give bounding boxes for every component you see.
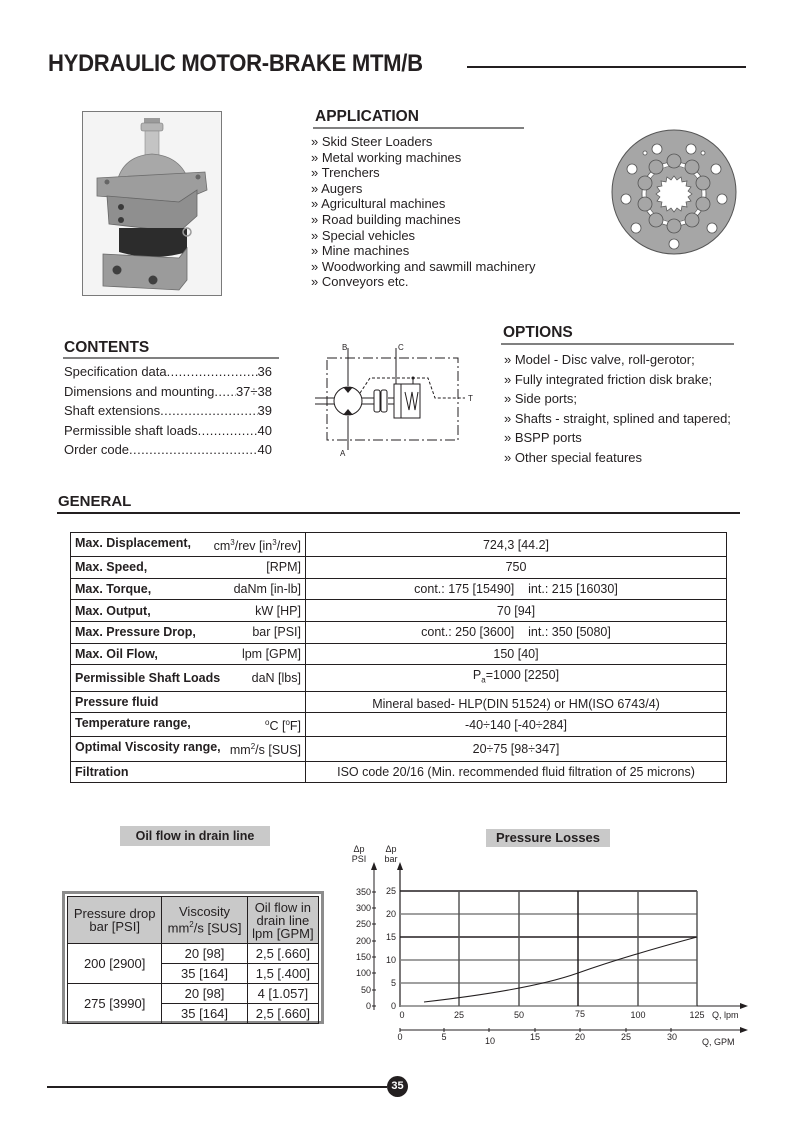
cell-flow: 4 [1.057] — [247, 984, 318, 1004]
general-heading: GENERAL — [58, 493, 132, 510]
footer-rule — [47, 1086, 387, 1088]
svg-text:30: 30 — [666, 1032, 678, 1042]
options-heading: OPTIONS — [503, 324, 573, 341]
spec-unit: $^o$C [$^o$F] — [265, 718, 301, 734]
spec-unit: $mm^2/s$ [SUS] — [229, 742, 301, 758]
cell-viscosity: 35 [164] — [162, 964, 247, 984]
table-row — [71, 713, 727, 737]
spec-value: 750 — [306, 557, 727, 579]
leader-dots — [214, 384, 236, 399]
svg-text:250: 250 — [355, 919, 371, 929]
svg-text:10: 10 — [484, 1036, 496, 1046]
svg-text:15: 15 — [385, 932, 396, 942]
table-row — [71, 600, 727, 622]
application-item: » Mine machines — [311, 243, 535, 259]
contents-item-label: Dimensions and mounting — [64, 383, 215, 399]
spec-value: cont.: 175 [15490] int.: 215 [16030] — [306, 578, 727, 600]
spec-unit: daNm [in-lb] — [233, 582, 301, 597]
table-row — [71, 643, 727, 665]
application-list — [311, 134, 535, 290]
table-row — [71, 665, 727, 692]
svg-text:20: 20 — [574, 1032, 586, 1042]
svg-text:5: 5 — [390, 978, 396, 988]
options-rule — [501, 343, 734, 345]
spec-unit: $cm^3$/rev $[in^3/rev]$ — [213, 538, 301, 554]
spec-label: Max. Torque, — [75, 582, 152, 597]
contents-item-page: 36 — [257, 364, 272, 380]
contents-rule — [63, 357, 279, 359]
contents-heading: CONTENTS — [64, 339, 150, 356]
application-rule — [313, 127, 524, 129]
svg-text:PSI: PSI — [351, 854, 367, 864]
cell-flow: 2,5 [.660] — [247, 1004, 318, 1024]
contents-item[interactable] — [64, 382, 272, 402]
pressure-losses-caption: Pressure Losses — [486, 829, 610, 847]
application-heading: APPLICATION — [315, 108, 419, 125]
svg-text:B: B — [342, 343, 348, 352]
spec-unit: daN [lbs] — [251, 670, 301, 685]
svg-text:20: 20 — [385, 909, 396, 919]
svg-text:bar: bar — [384, 854, 398, 864]
cell-viscosity: 20 [98] — [162, 984, 247, 1004]
spec-value: 150 [40] — [306, 643, 727, 665]
svg-text:T: T — [468, 394, 473, 403]
cell-pressure: 275 [3990] — [68, 984, 162, 1024]
cell-viscosity: 35 [164] — [162, 1004, 247, 1024]
contents-item-label: Permissible shaft loads — [64, 422, 198, 438]
contents-item[interactable] — [64, 362, 272, 382]
cell-flow: 1,5 [.400] — [247, 964, 318, 984]
options-list — [504, 350, 731, 468]
svg-text:Δp: Δp — [353, 844, 365, 854]
spec-value: 724,3 [44.2] — [306, 533, 727, 557]
contents-item[interactable] — [64, 440, 272, 460]
spec-label: Max. Pressure Drop, — [75, 625, 196, 640]
svg-text:25: 25 — [620, 1032, 632, 1042]
svg-text:10: 10 — [385, 955, 396, 965]
application-item: » Metal working machines — [311, 150, 535, 166]
svg-text:Q, GPM: Q, GPM — [702, 1037, 735, 1047]
page-number: 35 — [387, 1076, 408, 1097]
spec-value: -40÷140 [-40÷284] — [306, 713, 727, 737]
application-item: » Augers — [311, 181, 535, 197]
option-item: » Fully integrated friction disk brake; — [504, 370, 731, 390]
spec-label: Optimal Viscosity range, — [75, 740, 221, 755]
spec-unit: lpm [GPM] — [241, 646, 301, 661]
option-item: » BSPP ports — [504, 428, 731, 448]
svg-text:350: 350 — [355, 887, 371, 897]
drain-table-caption: Oil flow in drain line — [120, 826, 270, 846]
table-row — [71, 761, 727, 783]
cell-viscosity: 20 [98] — [162, 944, 247, 964]
drain-table-frame — [62, 891, 324, 1024]
leader-dots — [198, 423, 258, 438]
svg-text:100: 100 — [630, 1010, 646, 1020]
title-rule — [467, 66, 746, 68]
contents-list — [64, 362, 272, 460]
spec-label: Filtration — [75, 764, 129, 779]
spec-unit: bar [PSI] — [252, 625, 301, 640]
contents-item-label: Order code — [64, 442, 130, 458]
application-item: » Agricultural machines — [311, 196, 535, 212]
contents-item-page: 40 — [257, 442, 272, 458]
application-item: » Trenchers — [311, 165, 535, 181]
svg-text:5: 5 — [441, 1032, 447, 1042]
svg-text:A: A — [340, 449, 346, 458]
application-item: » Woodworking and sawmill machinery — [311, 259, 535, 275]
hydraulic-motor-icon — [83, 112, 221, 295]
contents-item-page: 40 — [257, 422, 272, 438]
svg-text:0: 0 — [397, 1032, 403, 1042]
contents-item-page: 39 — [257, 403, 272, 419]
svg-text:200: 200 — [355, 936, 371, 946]
option-item: » Shafts - straight, splined and tapered; — [504, 409, 731, 429]
table-row — [68, 944, 319, 964]
table-row — [71, 533, 727, 557]
contents-item-label: Specification data — [64, 364, 167, 380]
option-item: » Side ports; — [504, 389, 731, 409]
svg-text:100: 100 — [355, 968, 371, 978]
svg-text:0: 0 — [365, 1001, 371, 1011]
contents-item-page: 37÷38 — [235, 383, 272, 399]
svg-text:300: 300 — [355, 903, 371, 913]
svg-text:0: 0 — [390, 1001, 396, 1011]
specification-table — [70, 532, 727, 783]
option-item: » Model - Disc valve, roll-gerotor; — [504, 350, 731, 370]
spec-value: Mineral based- HLP(DIN 51524) or HM(ISO 6743/4) — [306, 691, 727, 713]
header-pressure-drop: Pressure drop bar [PSI] — [68, 897, 162, 944]
header-oil-flow: Oil flow in drain line lpm [GPM] — [247, 897, 318, 944]
table-header-row — [68, 897, 319, 944]
spec-value: ISO code 20/16 (Min. recommended fluid filtration of 25 microns) — [306, 761, 727, 783]
svg-text:Q, lpm: Q, lpm — [712, 1010, 739, 1020]
drain-flow-table — [67, 896, 319, 1024]
svg-text:125: 125 — [689, 1010, 705, 1020]
svg-text:50: 50 — [513, 1010, 525, 1020]
application-item: » Road building machines — [311, 212, 535, 228]
svg-text:Δp: Δp — [385, 844, 397, 854]
spec-label: Max. Oil Flow, — [75, 646, 158, 661]
general-rule — [57, 512, 740, 514]
svg-text:75: 75 — [574, 1009, 586, 1019]
hydraulic-schematic-icon — [310, 338, 490, 458]
svg-text:C: C — [398, 343, 404, 352]
option-item: » Other special features — [504, 448, 731, 468]
cell-flow: 2,5 [.660] — [247, 944, 318, 964]
contents-item-label: Shaft extensions — [64, 403, 161, 419]
spec-label: Temperature range, — [75, 716, 191, 731]
table-row — [71, 557, 727, 579]
spec-unit: [RPM] — [266, 560, 301, 575]
spec-value: $P_a=1000$ [2250] — [306, 665, 727, 692]
svg-text:25: 25 — [385, 886, 396, 896]
spec-unit: kW [HP] — [255, 603, 301, 618]
page-title: HYDRAULIC MOTOR-BRAKE MTM/B — [48, 50, 423, 77]
contents-item[interactable] — [64, 401, 272, 421]
spec-value: 70 [94] — [306, 600, 727, 622]
spec-label: Max. Displacement, — [75, 536, 192, 550]
svg-text:15: 15 — [529, 1032, 541, 1042]
cell-pressure: 200 [2900] — [68, 944, 162, 984]
spec-label: Max. Speed, — [75, 560, 148, 575]
product-photo — [82, 111, 222, 296]
contents-item[interactable] — [64, 421, 272, 441]
table-row — [68, 984, 319, 1004]
application-item: » Special vehicles — [311, 228, 535, 244]
application-item: » Conveyors etc. — [311, 274, 535, 290]
spec-label: Permissible Shaft Loads — [75, 670, 221, 685]
header-viscosity: Viscosity $mm^2/s$ [SUS] — [162, 897, 247, 944]
leader-dots — [129, 442, 257, 457]
disc-valve-icon — [610, 128, 738, 256]
spec-value: cont.: 250 [3600] int.: 350 [5080] — [306, 621, 727, 643]
table-row — [71, 578, 727, 600]
pressure-losses-chart — [340, 840, 760, 1050]
spec-label: Max. Output, — [75, 603, 151, 618]
leader-dots — [167, 364, 258, 379]
svg-text:25: 25 — [453, 1010, 465, 1020]
leader-dots — [160, 403, 257, 418]
table-row — [71, 621, 727, 643]
application-item: » Skid Steer Loaders — [311, 134, 535, 150]
table-row — [71, 691, 727, 713]
svg-text:0: 0 — [399, 1010, 405, 1020]
svg-text:150: 150 — [355, 952, 371, 962]
spec-label: Pressure fluid — [75, 694, 159, 709]
table-row — [71, 737, 727, 761]
svg-text:50: 50 — [360, 985, 371, 995]
spec-value: 20÷75 [98÷347] — [306, 737, 727, 761]
